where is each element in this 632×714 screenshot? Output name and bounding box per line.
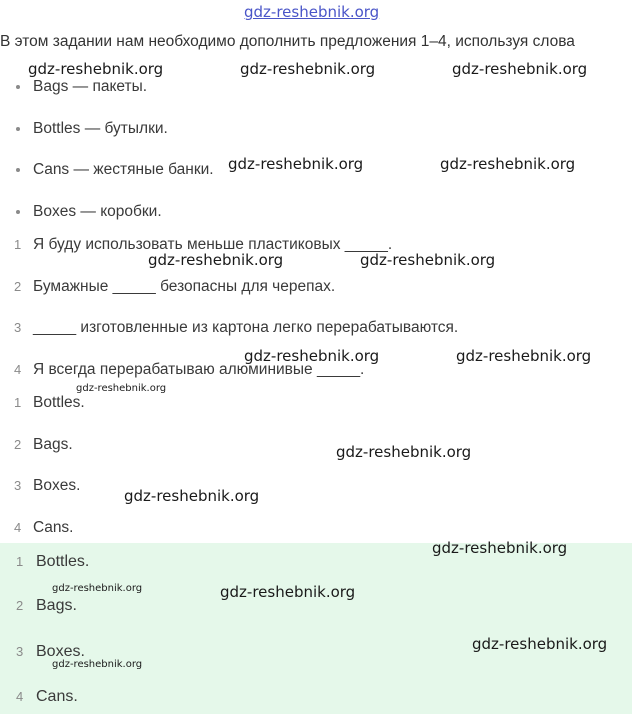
answer-text: Bottles. [33, 394, 85, 411]
final-answer-text: Boxes. [36, 643, 85, 660]
final-answer-number: 1 [16, 554, 24, 569]
watermark: gdz-reshebnik.org [472, 635, 608, 653]
final-answer-text: Bottles. [36, 553, 90, 570]
watermark: gdz-reshebnik.org [440, 155, 576, 173]
word-text: Boxes — коробки. [33, 203, 162, 220]
answer-number: 2 [14, 437, 22, 452]
word-text: Bottles — бутылки. [33, 120, 168, 137]
watermark: gdz-reshebnik.org [148, 251, 284, 269]
answer-number: 1 [14, 395, 22, 410]
answer-text: Boxes. [33, 477, 81, 494]
watermark: gdz-reshebnik.org [28, 60, 164, 78]
watermark: gdz-reshebnik.org [432, 539, 568, 557]
sentence-text: Бумажные _____ безопасны для черепах. [33, 278, 336, 295]
watermark: gdz-reshebnik.org [228, 155, 364, 173]
word-text: Bags — пакеты. [33, 78, 148, 95]
watermark: gdz-reshebnik.org [52, 659, 143, 670]
final-answer-text: Bags. [36, 597, 77, 614]
word-text: Cans — жестяные банки. [33, 161, 214, 178]
watermark: gdz-reshebnik.org [124, 487, 260, 505]
task-intro: В этом задании нам необходимо дополнить предложения 1–4, используя слова [0, 33, 575, 50]
answer-text: Bags. [33, 436, 73, 453]
sentence-number: 1 [14, 237, 22, 252]
watermark: gdz-reshebnik.org [52, 583, 143, 594]
sentence-number: 3 [14, 320, 22, 335]
answer-text: Cans. [33, 519, 74, 536]
answer-number: 3 [14, 478, 22, 493]
final-answer-number: 3 [16, 644, 24, 659]
watermark: gdz-reshebnik.org [240, 60, 376, 78]
sentence-number: 2 [14, 279, 22, 294]
answer-number: 4 [14, 520, 22, 535]
final-answer-box [0, 543, 632, 714]
sentence-text: _____ изготовленные из картона легко перерабатываются. [33, 319, 459, 336]
bullet-icon [16, 85, 20, 89]
final-answer-number: 2 [16, 598, 24, 613]
final-answer-number: 4 [16, 689, 24, 704]
sentence-number: 4 [14, 362, 22, 377]
watermark: gdz-reshebnik.org [244, 347, 380, 365]
watermark: gdz-reshebnik.org [456, 347, 592, 365]
sentence-text: Я всегда перерабатываю алюминивые _____. [33, 361, 365, 378]
sentence-text: Я буду использовать меньше пластиковых _____. [33, 236, 393, 253]
bullet-icon [16, 210, 20, 214]
watermark: gdz-reshebnik.org [360, 251, 496, 269]
bullet-icon [16, 127, 20, 131]
bullet-icon [16, 168, 20, 172]
watermark: gdz-reshebnik.org [220, 583, 356, 601]
watermark: gdz-reshebnik.org [452, 60, 588, 78]
watermark: gdz-reshebnik.org [76, 383, 167, 394]
final-answer-text: Cans. [36, 688, 78, 705]
watermark: gdz-reshebnik.org [336, 443, 472, 461]
watermark-top: gdz-reshebnik.org [244, 3, 380, 21]
